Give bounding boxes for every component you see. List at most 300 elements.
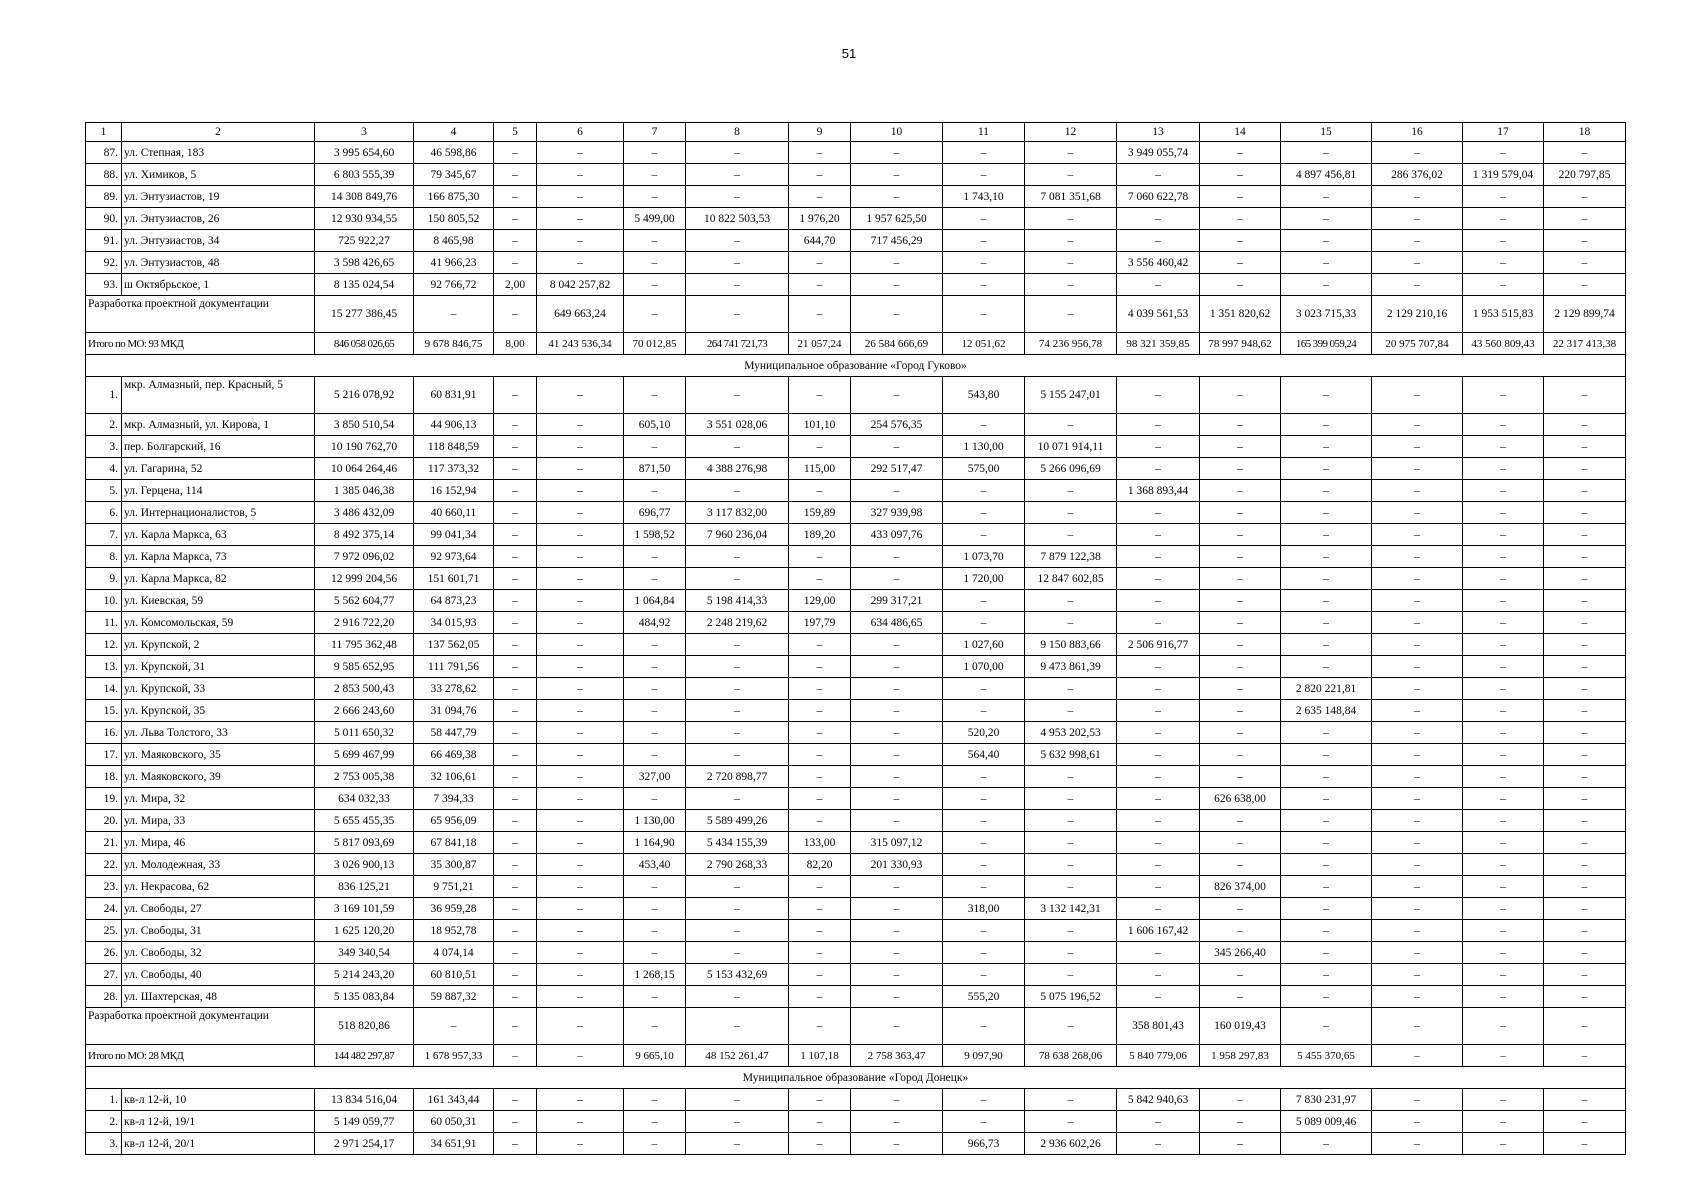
table-cell: –	[1281, 458, 1372, 480]
address-cell: ул. Герцена, 114	[122, 480, 315, 502]
table-cell: –	[943, 920, 1025, 942]
table-cell: 5 266 096,69	[1025, 458, 1117, 480]
table-cell: 36 959,28	[414, 898, 494, 920]
table-cell: –	[943, 810, 1025, 832]
table-cell: –	[1117, 208, 1200, 230]
table-cell: –	[1281, 480, 1372, 502]
row-number: 3.	[86, 436, 122, 458]
table-row	[86, 700, 1626, 722]
table-cell: –	[624, 1089, 686, 1111]
table-cell: –	[537, 854, 624, 876]
table-cell: 9 665,10	[624, 1045, 686, 1067]
table-cell: 65 956,09	[414, 810, 494, 832]
table-cell: 78 997 948,62	[1200, 333, 1281, 355]
row-number: 23.	[86, 876, 122, 898]
table-cell: –	[1372, 568, 1463, 590]
table-cell: –	[1372, 1045, 1463, 1067]
table-cell: –	[1544, 986, 1626, 1008]
table-cell: –	[943, 700, 1025, 722]
table-cell: –	[1372, 480, 1463, 502]
table-cell: –	[537, 524, 624, 546]
table-cell: 189,20	[789, 524, 851, 546]
table-cell: 12 051,62	[943, 333, 1025, 355]
table-cell: –	[1372, 656, 1463, 678]
table-cell: –	[1463, 142, 1544, 164]
table-cell: –	[851, 656, 943, 678]
table-cell: 12 999 204,56	[315, 568, 414, 590]
row-number: 22.	[86, 854, 122, 876]
table-cell: 99 041,34	[414, 524, 494, 546]
table-cell: –	[1281, 810, 1372, 832]
table-cell: 349 340,54	[315, 942, 414, 964]
table-cell: –	[789, 164, 851, 186]
table-cell: 1 130,00	[943, 436, 1025, 458]
table-cell: –	[537, 436, 624, 458]
table-cell: –	[1200, 810, 1281, 832]
table-cell: 5 135 083,84	[315, 986, 414, 1008]
table-cell: –	[1117, 164, 1200, 186]
table-cell: 8 135 024,54	[315, 274, 414, 296]
table-cell: 286 376,02	[1372, 164, 1463, 186]
table-cell: –	[1372, 722, 1463, 744]
table-cell: –	[1281, 524, 1372, 546]
table-cell: –	[1544, 612, 1626, 634]
table-cell: –	[1200, 1089, 1281, 1111]
table-cell: –	[943, 524, 1025, 546]
table-cell: –	[624, 788, 686, 810]
table-cell: –	[1372, 876, 1463, 898]
table-cell: 725 922,27	[315, 230, 414, 252]
table-cell: –	[943, 480, 1025, 502]
table-cell: –	[1281, 766, 1372, 788]
table-cell: –	[1463, 414, 1544, 436]
table-cell: –	[494, 700, 537, 722]
table-row	[86, 377, 1626, 414]
row-number: 21.	[86, 832, 122, 854]
table-cell: –	[1117, 898, 1200, 920]
table-cell: –	[851, 810, 943, 832]
table-cell: 6 803 555,39	[315, 164, 414, 186]
table-cell: –	[494, 634, 537, 656]
table-cell: 2 720 898,77	[686, 766, 789, 788]
table-cell: –	[686, 722, 789, 744]
table-cell: –	[943, 678, 1025, 700]
table-cell: –	[494, 252, 537, 274]
table-cell: –	[1117, 1111, 1200, 1133]
table-cell: –	[624, 296, 686, 333]
address-cell: кв-л 12-й, 10	[122, 1089, 315, 1111]
table-cell: –	[1372, 920, 1463, 942]
table-cell: –	[686, 252, 789, 274]
table-cell: –	[851, 788, 943, 810]
table-row	[86, 1089, 1626, 1111]
table-cell: 2 758 363,47	[851, 1045, 943, 1067]
table-cell: 82,20	[789, 854, 851, 876]
address-cell: ул. Комсомольская, 59	[122, 612, 315, 634]
table-cell: 5 434 155,39	[686, 832, 789, 854]
table-cell: –	[1544, 832, 1626, 854]
row-number: 1.	[86, 1089, 122, 1111]
table-cell: –	[943, 1008, 1025, 1045]
table-cell: 5 214 243,20	[315, 964, 414, 986]
table-cell: 160 019,43	[1200, 1008, 1281, 1045]
table-cell: –	[624, 377, 686, 414]
table-cell: –	[494, 788, 537, 810]
table-cell: –	[1200, 964, 1281, 986]
table-cell: –	[686, 898, 789, 920]
table-cell: –	[494, 1089, 537, 1111]
table-cell: 165 399 059,24	[1281, 333, 1372, 355]
table-cell: –	[789, 274, 851, 296]
address-cell: ш Октябрьское, 1	[122, 274, 315, 296]
table-cell: –	[851, 1089, 943, 1111]
address-cell: ул. Карла Маркса, 63	[122, 524, 315, 546]
header-cell: 1	[86, 123, 122, 142]
address-cell: ул. Шахтерская, 48	[122, 986, 315, 1008]
table-cell: –	[686, 568, 789, 590]
table-cell: –	[686, 1008, 789, 1045]
table-cell: –	[494, 458, 537, 480]
table-cell: –	[1025, 480, 1117, 502]
address-cell: ул. Энтузиастов, 26	[122, 208, 315, 230]
table-cell: –	[1281, 656, 1372, 678]
table-cell: 696,77	[624, 502, 686, 524]
table-cell: –	[1281, 722, 1372, 744]
table-cell: –	[1463, 700, 1544, 722]
table-cell: 520,20	[943, 722, 1025, 744]
table-cell: 40 660,11	[414, 502, 494, 524]
table-cell: 8 492 375,14	[315, 524, 414, 546]
table-cell: –	[851, 1008, 943, 1045]
table-cell: –	[686, 230, 789, 252]
table-cell: 129,00	[789, 590, 851, 612]
table-cell: –	[686, 788, 789, 810]
table-cell: –	[624, 942, 686, 964]
table-cell: 318,00	[943, 898, 1025, 920]
table-cell: –	[1200, 230, 1281, 252]
table-cell: –	[414, 296, 494, 333]
table-cell: –	[1200, 986, 1281, 1008]
table-cell: –	[1544, 208, 1626, 230]
table-cell: –	[1372, 186, 1463, 208]
table-cell: 1 720,00	[943, 568, 1025, 590]
table-cell: –	[537, 920, 624, 942]
table-cell: –	[624, 1133, 686, 1155]
table-cell: –	[789, 634, 851, 656]
table-cell: –	[1463, 524, 1544, 546]
table-cell: –	[943, 1089, 1025, 1111]
table-cell: –	[1281, 546, 1372, 568]
table-cell: –	[1372, 832, 1463, 854]
table-cell: –	[1544, 1133, 1626, 1155]
table-cell: –	[1200, 252, 1281, 274]
table-row	[86, 898, 1626, 920]
table-cell: 7 394,33	[414, 788, 494, 810]
table-cell: –	[1117, 436, 1200, 458]
table-cell: –	[537, 230, 624, 252]
table-cell: –	[1463, 964, 1544, 986]
table-cell: –	[1200, 458, 1281, 480]
header-cell: 5	[494, 123, 537, 142]
table-cell: 18 952,78	[414, 920, 494, 942]
table-cell: –	[624, 700, 686, 722]
table-cell: 8,00	[494, 333, 537, 355]
table-cell: 151 601,71	[414, 568, 494, 590]
table-cell: 10 064 264,46	[315, 458, 414, 480]
table-cell: –	[1200, 1133, 1281, 1155]
table-cell: –	[494, 876, 537, 898]
row-number: 5.	[86, 480, 122, 502]
row-number: 12.	[86, 634, 122, 656]
table-cell: 7 081 351,68	[1025, 186, 1117, 208]
table-cell: –	[851, 634, 943, 656]
header-cell: 10	[851, 123, 943, 142]
table-cell: 60 810,51	[414, 964, 494, 986]
table-cell: –	[1200, 568, 1281, 590]
table-cell: 34 651,91	[414, 1133, 494, 1155]
header-cell: 6	[537, 123, 624, 142]
table-cell: 1 073,70	[943, 546, 1025, 568]
table-cell: –	[494, 1045, 537, 1067]
table-cell: 41 966,23	[414, 252, 494, 274]
table-cell: –	[789, 964, 851, 986]
address-cell: ул. Мира, 32	[122, 788, 315, 810]
table-cell: –	[494, 208, 537, 230]
table-cell: –	[494, 590, 537, 612]
table-cell: –	[1544, 590, 1626, 612]
header-cell: 4	[414, 123, 494, 142]
table-cell: –	[1544, 142, 1626, 164]
table-cell: –	[789, 377, 851, 414]
table-cell: –	[1117, 274, 1200, 296]
row-number: 88.	[86, 164, 122, 186]
table-cell: –	[1025, 230, 1117, 252]
table-cell: 7 972 096,02	[315, 546, 414, 568]
table-cell: –	[1544, 274, 1626, 296]
table-cell: –	[851, 568, 943, 590]
table-cell: –	[494, 377, 537, 414]
table-cell: 78 638 268,06	[1025, 1045, 1117, 1067]
table-cell: 5 842 940,63	[1117, 1089, 1200, 1111]
table-cell: –	[1025, 1111, 1117, 1133]
table-cell: –	[537, 678, 624, 700]
address-cell: ул. Крупской, 35	[122, 700, 315, 722]
table-cell: –	[1463, 1089, 1544, 1111]
table-cell: –	[1544, 898, 1626, 920]
address-cell: ул. Энтузиастов, 19	[122, 186, 315, 208]
table-cell: –	[1281, 964, 1372, 986]
table-cell: –	[1281, 436, 1372, 458]
table-cell: –	[537, 1045, 624, 1067]
table-cell: –	[789, 656, 851, 678]
table-cell: –	[1372, 274, 1463, 296]
table-cell: –	[494, 986, 537, 1008]
table-cell: 144 482 297,87	[315, 1045, 414, 1067]
table-row	[86, 942, 1626, 964]
table-cell: –	[537, 634, 624, 656]
table-cell: 543,80	[943, 377, 1025, 414]
table-cell: –	[1544, 1045, 1626, 1067]
table-cell: –	[537, 722, 624, 744]
table-cell: –	[494, 854, 537, 876]
table-cell: –	[1544, 854, 1626, 876]
table-cell: –	[494, 766, 537, 788]
table-cell: –	[494, 546, 537, 568]
table-cell: –	[1200, 524, 1281, 546]
row-number: 7.	[86, 524, 122, 546]
table-cell: 8 465,98	[414, 230, 494, 252]
row-number: 25.	[86, 920, 122, 942]
header-cell: 17	[1463, 123, 1544, 142]
table-cell: –	[1463, 920, 1544, 942]
table-cell: –	[1117, 744, 1200, 766]
table-cell: –	[537, 208, 624, 230]
table-cell: –	[1200, 612, 1281, 634]
row-number: 6.	[86, 502, 122, 524]
table-cell: –	[1117, 377, 1200, 414]
table-cell: 2 916 722,20	[315, 612, 414, 634]
table-cell: –	[624, 274, 686, 296]
table-cell: –	[1544, 700, 1626, 722]
table-cell: –	[494, 678, 537, 700]
table-cell: –	[789, 920, 851, 942]
table-cell: –	[1200, 546, 1281, 568]
table-cell: –	[624, 186, 686, 208]
table-cell: –	[1463, 1111, 1544, 1133]
table-cell: 634 032,33	[315, 788, 414, 810]
table-cell: 345 266,40	[1200, 942, 1281, 964]
table-cell: –	[1463, 788, 1544, 810]
address-cell: ул. Крупской, 33	[122, 678, 315, 700]
table-cell: 1 678 957,33	[414, 1045, 494, 1067]
total-label: Итого по МО: 93 МКД	[86, 333, 315, 355]
table-cell: –	[1200, 436, 1281, 458]
table-cell: 5 216 078,92	[315, 377, 414, 414]
table-cell: 115,00	[789, 458, 851, 480]
table-cell: –	[1200, 898, 1281, 920]
row-number: 89.	[86, 186, 122, 208]
table-cell: 26 584 666,69	[851, 333, 943, 355]
table-cell: –	[943, 1111, 1025, 1133]
table-cell: –	[494, 832, 537, 854]
table-cell: –	[851, 546, 943, 568]
table-cell: –	[1200, 142, 1281, 164]
header-cell: 11	[943, 123, 1025, 142]
table-cell: –	[1463, 876, 1544, 898]
table-cell: –	[1463, 377, 1544, 414]
row-number: 19.	[86, 788, 122, 810]
table-cell: –	[1281, 230, 1372, 252]
table-cell: –	[851, 722, 943, 744]
table-cell: –	[1544, 568, 1626, 590]
table-cell: 5 840 779,06	[1117, 1045, 1200, 1067]
table-cell: 2 853 500,43	[315, 678, 414, 700]
row-number: 10.	[86, 590, 122, 612]
table-cell: –	[789, 700, 851, 722]
table-cell: –	[537, 810, 624, 832]
address-cell: мкр. Алмазный, пер. Красный, 5	[122, 377, 315, 414]
table-cell: 1 268,15	[624, 964, 686, 986]
design-docs-row	[86, 296, 1626, 333]
table-cell: 3 995 654,60	[315, 142, 414, 164]
table-cell: –	[1372, 1008, 1463, 1045]
table-cell: –	[624, 876, 686, 898]
row-number: 20.	[86, 810, 122, 832]
table-cell: 60 050,31	[414, 1111, 494, 1133]
table-cell: –	[1117, 854, 1200, 876]
table-cell: –	[1372, 964, 1463, 986]
row-number: 2.	[86, 414, 122, 436]
table-cell: –	[1281, 634, 1372, 656]
table-cell: –	[851, 766, 943, 788]
table-cell: –	[1200, 656, 1281, 678]
table-cell: –	[624, 436, 686, 458]
table-cell: 315 097,12	[851, 832, 943, 854]
address-cell: ул. Молодежная, 33	[122, 854, 315, 876]
table-cell: –	[1463, 274, 1544, 296]
table-cell: –	[1200, 700, 1281, 722]
table-cell: 2 506 916,77	[1117, 634, 1200, 656]
table-cell: –	[1372, 788, 1463, 810]
table-cell: –	[789, 142, 851, 164]
table-cell: –	[1281, 186, 1372, 208]
table-cell: –	[943, 854, 1025, 876]
address-cell: ул. Крупской, 31	[122, 656, 315, 678]
address-cell: ул. Карла Маркса, 82	[122, 568, 315, 590]
address-cell: ул. Свободы, 31	[122, 920, 315, 942]
row-number: 16.	[86, 722, 122, 744]
table-cell: –	[1463, 480, 1544, 502]
table-cell: –	[1544, 920, 1626, 942]
table-cell: 966,73	[943, 1133, 1025, 1155]
total-row	[86, 1045, 1626, 1067]
table-cell: –	[789, 1133, 851, 1155]
table-cell: –	[624, 252, 686, 274]
table-cell: –	[1544, 458, 1626, 480]
table-cell: –	[494, 436, 537, 458]
table-cell: –	[1372, 744, 1463, 766]
table-cell: –	[686, 1133, 789, 1155]
table-cell: 1 064,84	[624, 590, 686, 612]
table-cell: –	[1544, 942, 1626, 964]
table-cell: –	[686, 700, 789, 722]
table-cell: –	[1025, 524, 1117, 546]
table-cell: –	[494, 1111, 537, 1133]
table-cell: 2,00	[494, 274, 537, 296]
table-cell: –	[494, 810, 537, 832]
table-cell: –	[789, 1089, 851, 1111]
table-cell: 7 879 122,38	[1025, 546, 1117, 568]
table-cell: –	[1200, 1111, 1281, 1133]
table-cell: –	[1463, 568, 1544, 590]
section-row	[86, 1067, 1626, 1089]
table-cell: 12 847 602,85	[1025, 568, 1117, 590]
table-cell: 11 795 362,48	[315, 634, 414, 656]
table-cell: 101,10	[789, 414, 851, 436]
table-cell: –	[789, 546, 851, 568]
table-cell: –	[494, 480, 537, 502]
table-cell: –	[1025, 810, 1117, 832]
table-cell: –	[1372, 436, 1463, 458]
table-cell: –	[1463, 208, 1544, 230]
table-cell: –	[1281, 1133, 1372, 1155]
row-number: 17.	[86, 744, 122, 766]
table-cell: –	[1200, 722, 1281, 744]
table-cell: –	[1372, 524, 1463, 546]
table-cell: –	[1463, 1008, 1544, 1045]
table-cell: 4 074,14	[414, 942, 494, 964]
table-cell: 1 385 046,38	[315, 480, 414, 502]
